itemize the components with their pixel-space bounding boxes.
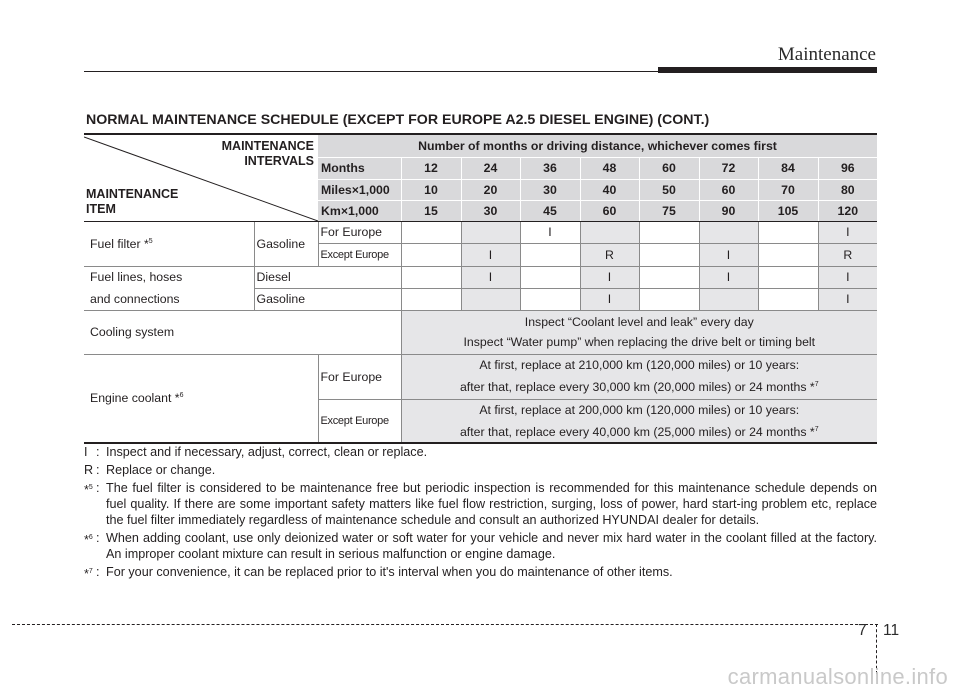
maintenance-schedule-table xyxy=(84,133,877,444)
schedule-cell xyxy=(639,288,699,310)
item-fuel-lines-line1: Fuel lines, hoses xyxy=(84,266,254,288)
schedule-cell: I xyxy=(461,243,520,266)
item-fuel-lines-line2: and connections xyxy=(84,288,254,310)
miles-value: 60 xyxy=(699,179,758,200)
condition-for-europe: For Europe xyxy=(318,354,401,399)
schedule-cell: I xyxy=(699,266,758,288)
schedule-cell: I xyxy=(461,266,520,288)
schedule-cell xyxy=(699,221,758,243)
schedule-cell xyxy=(758,243,818,266)
km-value: 30 xyxy=(461,200,520,221)
miles-value: 50 xyxy=(639,179,699,200)
schedule-cell xyxy=(639,221,699,243)
header-rule-accent xyxy=(658,67,877,73)
cooling-system-instructions: Inspect “Coolant level and leak” every day Inspect “Water pump” when replacing the drive belt or timing belt xyxy=(401,310,877,354)
item-fuel-filter: Fuel filter *$^5$ xyxy=(84,221,254,266)
condition-except-europe: Except Europe xyxy=(318,243,401,266)
table-corner-header xyxy=(84,134,318,221)
miles-value: 70 xyxy=(758,179,818,200)
schedule-cell: I xyxy=(818,266,877,288)
miles-value: 30 xyxy=(520,179,580,200)
km-value: 75 xyxy=(639,200,699,221)
km-value: 15 xyxy=(401,200,461,221)
schedule-cell xyxy=(520,288,580,310)
note-ref-6: *$^6$ : When adding coolant, use only deionized water or soft water for your vehicle and never mix hard water in the coolant filled at the factory. An improper coolant mixture can result in serious malfunction or engine damage. xyxy=(84,531,877,561)
footer-rule xyxy=(12,624,878,625)
schedule-cell xyxy=(461,288,520,310)
km-value: 120 xyxy=(818,200,877,221)
miles-value: 20 xyxy=(461,179,520,200)
months-value: 72 xyxy=(699,157,758,179)
schedule-cell: I xyxy=(520,221,580,243)
section-header-title: Maintenance xyxy=(777,44,876,65)
schedule-cell xyxy=(520,266,580,288)
schedule-cell xyxy=(758,221,818,243)
schedule-cell xyxy=(580,221,639,243)
months-value: 60 xyxy=(639,157,699,179)
corner-item-label: MAINTENANCE ITEM xyxy=(86,186,179,216)
condition-for-europe: For Europe xyxy=(318,221,401,243)
months-value: 36 xyxy=(520,157,580,179)
miles-value: 10 xyxy=(401,179,461,200)
schedule-cell: I xyxy=(699,243,758,266)
km-value: 45 xyxy=(520,200,580,221)
km-value: 60 xyxy=(580,200,639,221)
miles-label: Miles×1,000 xyxy=(318,179,401,200)
schedule-cell xyxy=(401,288,461,310)
months-value: 12 xyxy=(401,157,461,179)
fuel-type-diesel: Diesel xyxy=(254,266,401,288)
schedule-cell xyxy=(401,221,461,243)
fuel-type-gasoline: Gasoline xyxy=(254,221,318,266)
schedule-cell: I xyxy=(580,266,639,288)
schedule-cell: R xyxy=(580,243,639,266)
schedule-cell xyxy=(639,243,699,266)
schedule-cell xyxy=(401,266,461,288)
page-chapter-number: 7 xyxy=(858,622,867,639)
km-value: 90 xyxy=(699,200,758,221)
months-value: 84 xyxy=(758,157,818,179)
interval-span-header: Number of months or driving distance, whichever comes first xyxy=(318,134,877,157)
note-ref-5: *$^5$ : The fuel filter is considered to be maintenance free but periodic inspection is recommended for this maintenance schedule depends on fuel quality. If there are some important safety matters like fuel flow restriction, surging, loss of power, hard start-ing problem etc, replace the fuel filter immediately regardless of maintenance schedule and consult an authorized HYUNDAI dealer for details. xyxy=(84,481,877,527)
km-label: Km×1,000 xyxy=(318,200,401,221)
item-cooling-system: Cooling system xyxy=(84,310,401,354)
months-label: Months xyxy=(318,157,401,179)
schedule-title: NORMAL MAINTENANCE SCHEDULE (EXCEPT FOR EUROPE A2.5 DIESEL ENGINE) (CONT.) xyxy=(86,112,710,128)
schedule-cell: I xyxy=(580,288,639,310)
schedule-cell xyxy=(758,288,818,310)
schedule-notes xyxy=(84,444,877,582)
schedule-cell: I xyxy=(818,221,877,243)
schedule-cell xyxy=(461,221,520,243)
months-value: 96 xyxy=(818,157,877,179)
coolant-except-europe-instructions: At first, replace at 200,000 km (120,000 miles) or 10 years: after that, replace every 40,000 km (25,000 miles) or 24 months *$^7$ xyxy=(401,399,877,443)
note-inspect: I : Inspect and if necessary, adjust, correct, clean or replace. xyxy=(84,445,428,459)
page-number: 11 xyxy=(883,622,900,639)
coolant-europe-instructions: At first, replace at 210,000 km (120,000 miles) or 10 years: after that, replace every 30,000 km (20,000 miles) or 24 months *$^7$ xyxy=(401,354,877,399)
note-ref-7: *$^7$ : For your convenience, it can be replaced prior to it's interval when you do maintenance of other items. xyxy=(84,565,673,582)
schedule-cell xyxy=(699,288,758,310)
km-value: 105 xyxy=(758,200,818,221)
miles-value: 40 xyxy=(580,179,639,200)
months-value: 24 xyxy=(461,157,520,179)
schedule-cell xyxy=(520,243,580,266)
condition-except-europe: Except Europe xyxy=(318,399,401,443)
schedule-cell xyxy=(639,266,699,288)
schedule-cell: R xyxy=(818,243,877,266)
fuel-type-gasoline: Gasoline xyxy=(254,288,401,310)
watermark: carmanualsonline.info xyxy=(727,664,948,689)
item-engine-coolant: Engine coolant *$^6$ xyxy=(84,354,318,443)
schedule-cell xyxy=(401,243,461,266)
note-replace: R : Replace or change. xyxy=(84,463,216,477)
months-value: 48 xyxy=(580,157,639,179)
corner-intervals-label: MAINTENANCE INTERVALS xyxy=(221,139,314,168)
header-rule xyxy=(84,71,670,72)
miles-value: 80 xyxy=(818,179,877,200)
schedule-cell: I xyxy=(818,288,877,310)
schedule-cell xyxy=(758,266,818,288)
